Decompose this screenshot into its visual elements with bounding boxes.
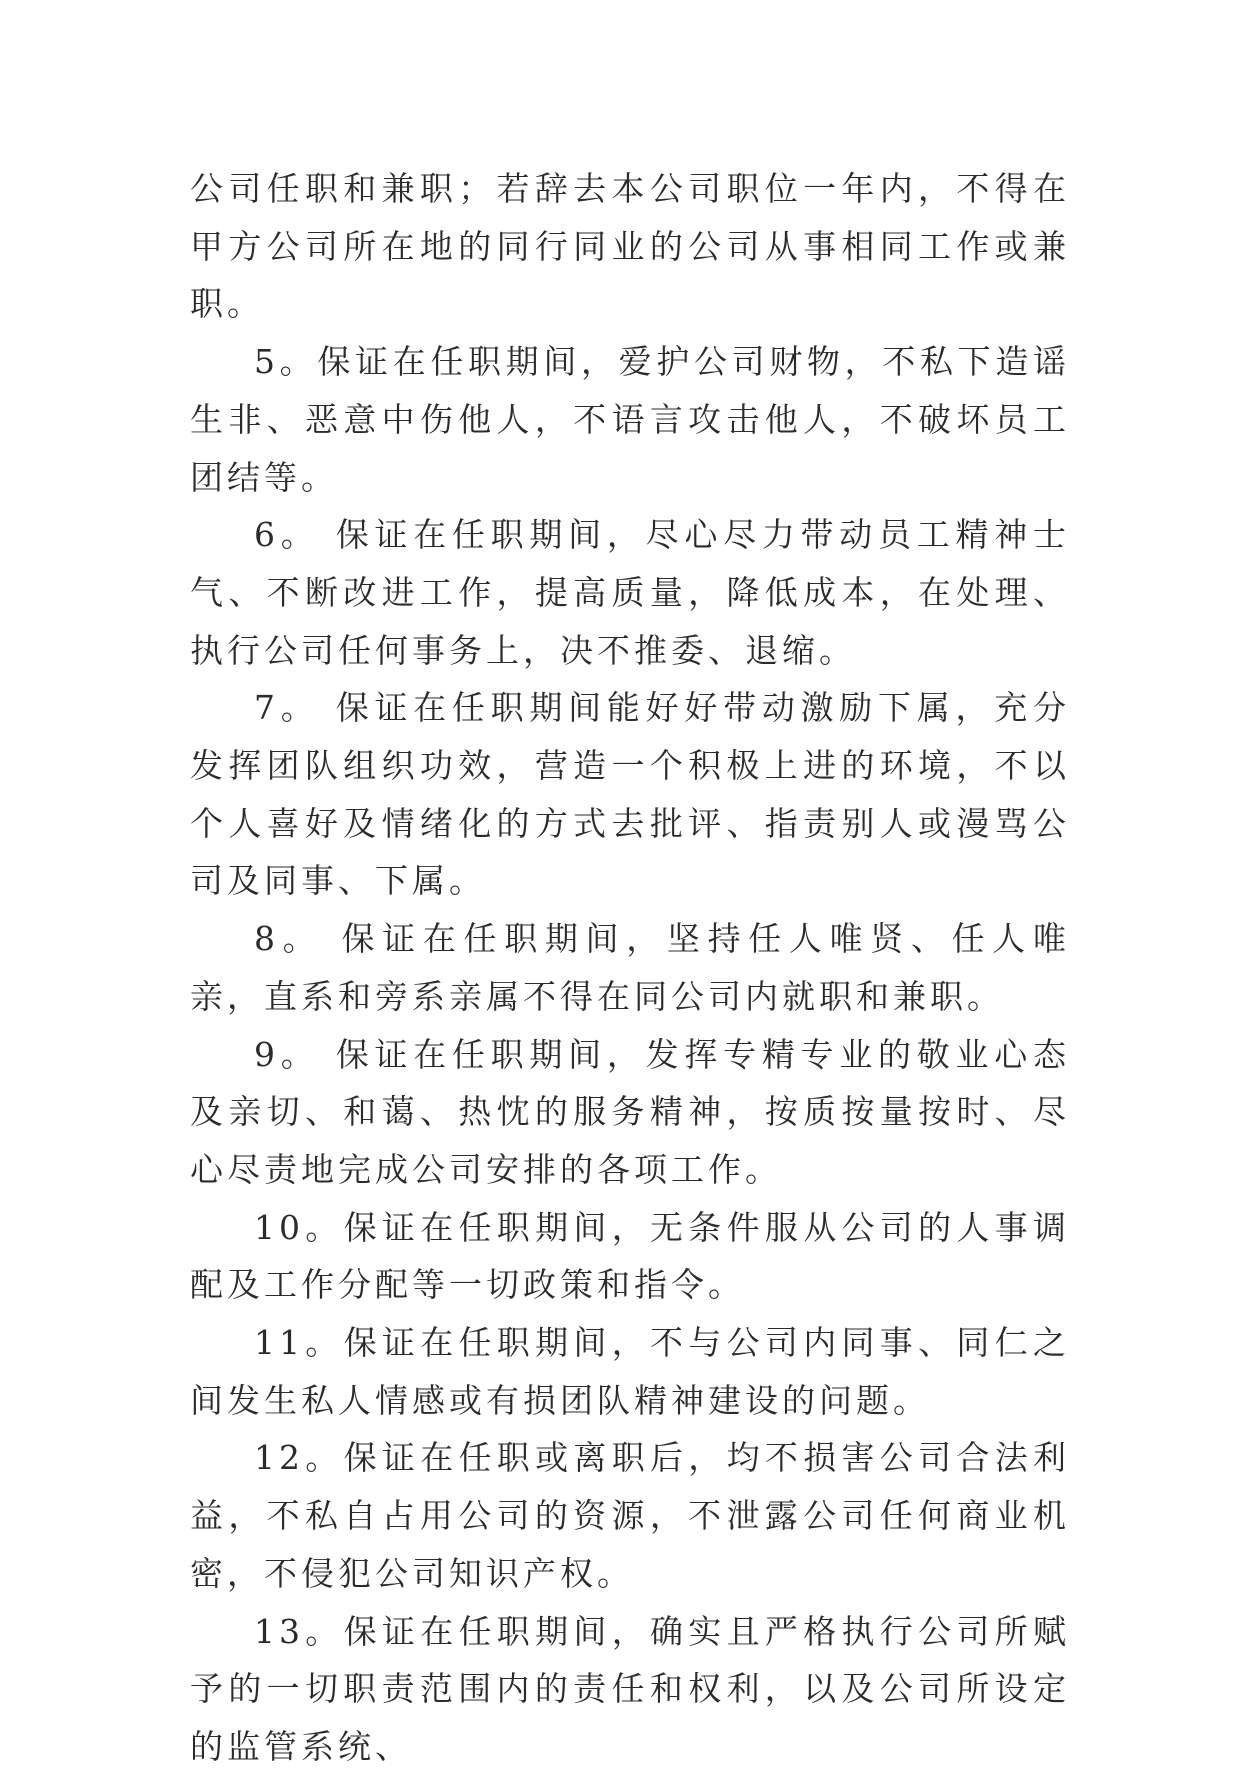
paragraph-item-7: 7。 保证在任职期间能好好带动激励下属，充分发挥团队组织功效，营造一个积极上进的环境，不以个人喜好及情绪化的方式去批评、指责别人或漫骂公司及同事、下属。 bbox=[190, 688, 1070, 901]
paragraph-item-5: 5。保证在任职期间，爱护公司财物，不私下造谣生非、恶意中伤他人，不语言攻击他人，不破坏员工团结等。 bbox=[190, 342, 1070, 497]
paragraph-item-13: 13。保证在任职期间，确实且严格执行公司所赋予的一切职责范围内的责任和权利，以及公司所设定的监管系统、 bbox=[190, 1611, 1070, 1766]
paragraph-item-6: 6。 保证在任职期间，尽心尽力带动员工精神士气、不断改进工作，提高质量，降低成本，在处理、执行公司任何事务上，决不推委、退缩。 bbox=[190, 515, 1070, 670]
paragraph-item-9: 9。 保证在任职期间，发挥专精专业的敬业心态及亲切、和蔼、热忱的服务精神，按质按量按时、尽心尽责地完成公司安排的各项工作。 bbox=[190, 1034, 1070, 1189]
paragraph-item-11: 11。保证在任职期间，不与公司内同事、同仁之间发生私人情感或有损团队精神建设的问题。 bbox=[190, 1323, 1070, 1420]
paragraph-item-8: 8。 保证在任职期间，坚持任人唯贤、任人唯亲，直系和旁系亲属不得在同公司内就职和兼职。 bbox=[190, 919, 1070, 1016]
paragraph-item-12: 12。保证在任职或离职后，均不损害公司合法利益，不私自占用公司的资源，不泄露公司任何商业机密，不侵犯公司知识产权。 bbox=[190, 1438, 1070, 1593]
paragraph-continuation: 公司任职和兼职；若辞去本公司职位一年内，不得在甲方公司所在地的同行同业的公司从事相同工作或兼职。 bbox=[190, 169, 1070, 324]
document-body bbox=[190, 160, 1070, 1776]
paragraph-item-10: 10。保证在任职期间，无条件服从公司的人事调配及工作分配等一切政策和指令。 bbox=[190, 1207, 1070, 1305]
